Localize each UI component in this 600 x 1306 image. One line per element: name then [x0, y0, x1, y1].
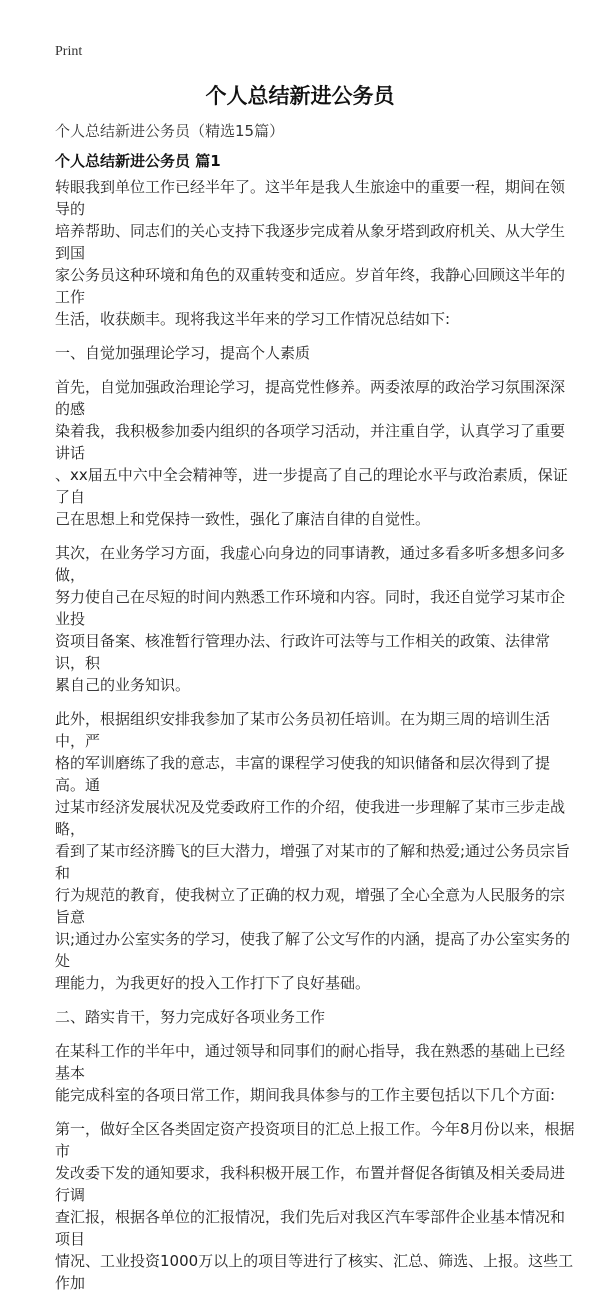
paragraph [55, 376, 575, 530]
text-line: 首先，自觉加强政治理论学习，提高党性修养。两委浓厚的政治学习氛围深深的感 [55, 378, 566, 418]
text-line: 己在思想上和党保持一致性，强化了廉洁自律的自觉性。 [55, 510, 431, 528]
text-line: 一、自觉加强理论学习，提高个人素质 [55, 344, 311, 362]
paragraph [55, 708, 575, 994]
document-title: 个人总结新进公务员 [205, 84, 395, 108]
text-line: 染着我，我积极参加委内组织的各项学习活动，并注重自学，认真学习了重要讲话 [55, 422, 566, 462]
text-line: 培养帮助、同志们的关心支持下我逐步完成着从象牙塔到政府机关、从大学生到国 [55, 222, 566, 262]
text-line: 行为规范的教育，使我树立了正确的权力观，增强了全心全意为人民服务的宗旨意 [55, 886, 566, 926]
text-line: 累自己的业务知识。 [55, 676, 191, 694]
document-subtitle: 个人总结新进公务员（精选15篇） [55, 122, 285, 140]
text-line: 第一，做好全区各类固定资产投资项目的汇总上报工作。今年8月份以来，根据市 [55, 1120, 575, 1160]
text-line: 查汇报，根据各单位的汇报情况，我们先后对我区汽车零部件企业基本情况和项目 [55, 1208, 566, 1248]
paragraph [55, 1118, 575, 1294]
text-line: 家公务员这种环境和角色的双重转变和适应。岁首年终，我静心回顾这半年的工作 [55, 266, 566, 306]
print-link[interactable]: Print [55, 44, 83, 59]
text-line: 发改委下发的通知要求，我科积极开展工作，布置并督促各街镇及相关委局进行调 [55, 1164, 566, 1204]
text-line: 识;通过办公室实务的学习，使我了解了公文写作的内涵，提高了办公室实务的处 [55, 930, 571, 970]
article-body [55, 176, 575, 1306]
text-line: 在某科工作的半年中，通过领导和同事们的耐心指导，我在熟悉的基础上已经基本 [55, 1042, 566, 1082]
text-line: 、xx届五中六中全会精神等，进一步提高了自己的理论水平与政治素质，保证了自 [55, 466, 568, 506]
text-line: 此外，根据组织安排我参加了某市公务员初任培训。在为期三周的培训生活中，严 [55, 710, 551, 750]
text-line: 过某市经济发展状况及党委政府工作的介绍，使我进一步理解了某市三步走战略， [55, 798, 566, 838]
text-line: 生活，收获颇丰。现将我这半年来的学习工作情况总结如下: [55, 310, 451, 328]
text-line: 情况、工业投资1000万以上的项目等进行了核实、汇总、筛选、上报。这些工作加 [55, 1252, 574, 1292]
text-line: 资项目备案、核准暂行管理办法、行政许可法等与工作相关的政策、法律常识，积 [55, 632, 551, 672]
text-line: 看到了某市经济腾飞的巨大潜力，增强了对某市的了解和热爱;通过公务员宗旨和 [55, 842, 571, 882]
text-line: 理能力，为我更好的投入工作打下了良好基础。 [55, 974, 371, 992]
section-heading [55, 1006, 575, 1028]
paragraph [55, 1040, 575, 1106]
paragraph [55, 542, 575, 696]
text-line: 其次，在业务学习方面，我虚心向身边的同事请教，通过多看多听多想多问多做， [55, 544, 566, 584]
article-heading: 个人总结新进公务员 篇1 [55, 152, 221, 170]
text-line: 格的军训磨练了我的意志，丰富的课程学习使我的知识储备和层次得到了提高。通 [55, 754, 551, 794]
text-line: 二、踏实肯干，努力完成好各项业务工作 [55, 1008, 326, 1026]
paragraph [55, 176, 575, 330]
text-line: 转眼我到单位工作已经半年了。这半年是我人生旅途中的重要一程，期间在领导的 [55, 178, 566, 218]
section-heading [55, 342, 575, 364]
text-line: 能完成科室的各项日常工作，期间我具体参与的工作主要包括以下几个方面: [55, 1086, 556, 1104]
text-line: 努力使自己在尽短的时间内熟悉工作环境和内容。同时，我还自觉学习某市企业投 [55, 588, 566, 628]
